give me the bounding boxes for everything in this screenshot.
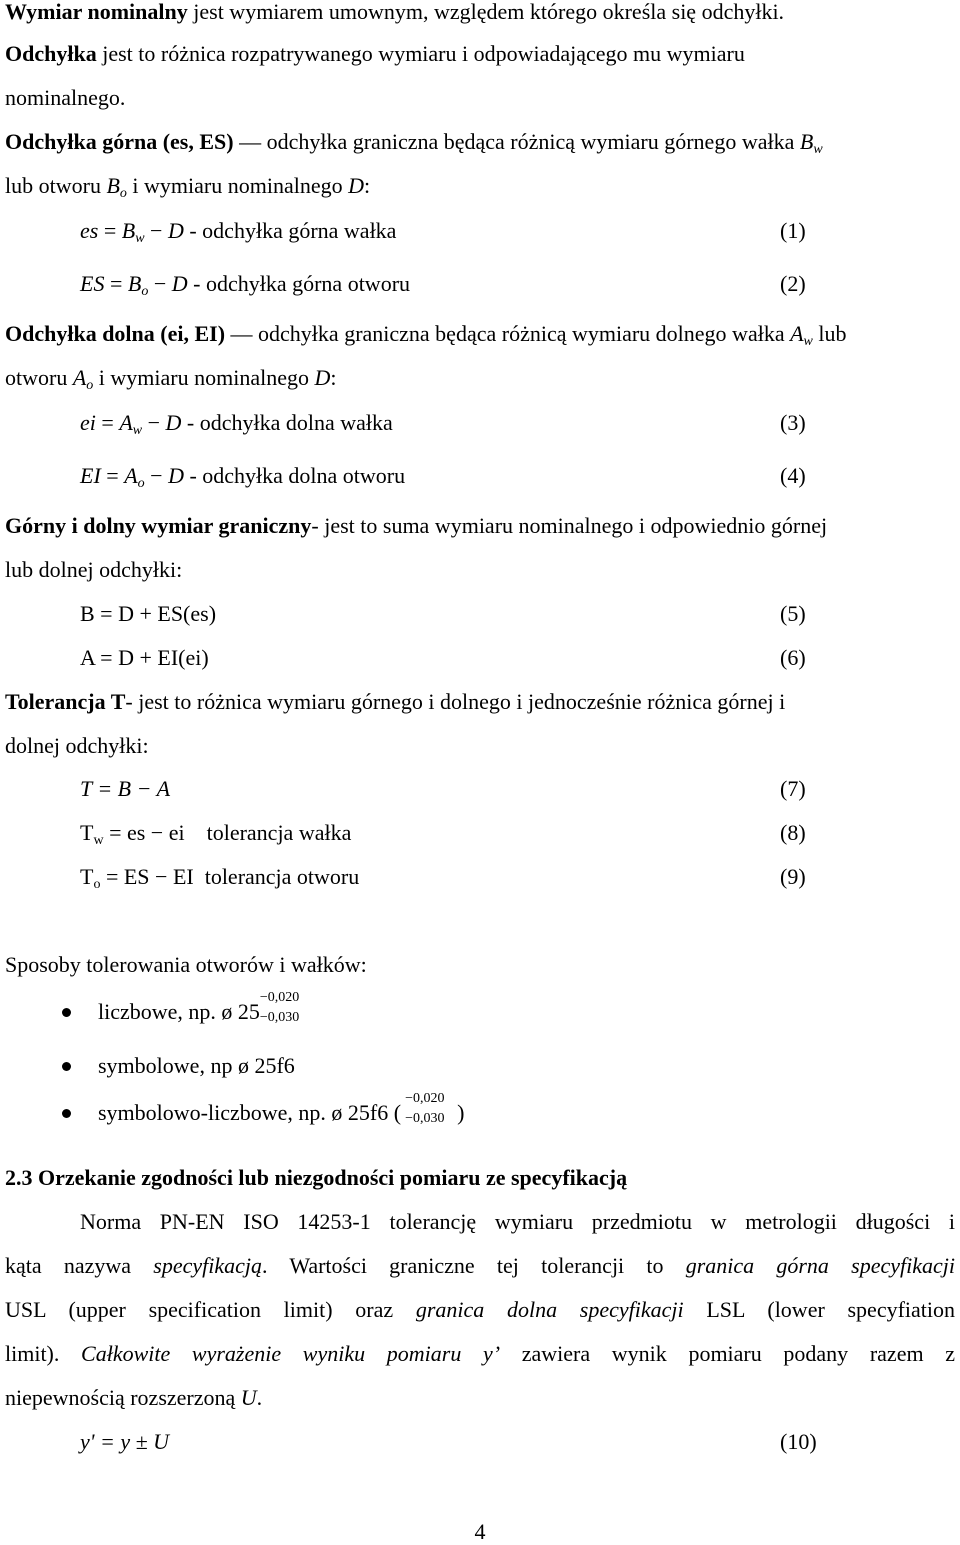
eq-sub: w [135,231,145,246]
emphasis: Całkowite wyrażenie wyniku pomiaru y’ [81,1341,501,1366]
section-paragraph-line-2 [5,1253,955,1279]
equation-1 [80,218,955,244]
emphasis: specyfikacją [153,1253,262,1278]
definition-text: otworu [5,365,73,390]
eq-lhs: ei [80,410,96,435]
equation-number-10: (10) [780,1429,817,1454]
intro-line-1 [5,0,955,25]
equation-number-8: (8) [780,820,806,845]
term-upper-deviation: Odchyłka górna (es, ES) [5,129,234,154]
lower-def-line-2 [5,365,955,391]
definition-text: lub otworu [5,173,107,198]
eq-minus: − [144,218,168,243]
upper-deviation-value: −0,020 [405,1091,445,1106]
emphasis: U [240,1385,257,1410]
definition-text: dolnej odchyłki: [5,733,149,758]
page-number: 4 [474,1519,486,1544]
limits-line-2 [5,557,955,583]
paragraph-text: kąta nazywa [5,1253,154,1278]
subscript: o [119,186,127,201]
term-lower-deviation: Odchyłka dolna (ei, EI) [5,321,226,346]
tolerance-line-2 [5,733,955,759]
eq-sub: o [137,476,145,491]
eq-var: T [80,820,94,845]
subscript: w [803,334,813,349]
eq-desc: = ES − EI tolerancja otworu [100,864,360,889]
eq-rel: = [98,218,122,243]
intro-text: nominalnego. [5,85,126,110]
eq-var: D [167,218,184,243]
eq-lhs: es [80,218,99,243]
method-label: liczbowe, np. ø 25 [98,999,260,1024]
definition-text: — odchyłka graniczna będąca różnicą wymiaru dolnego wałka [225,321,791,346]
subscript: o [86,378,94,393]
equation-number-1: (1) [780,218,806,243]
eq-sub: o [141,284,149,299]
eq-minus: − [142,410,166,435]
equation-10: y' = y ± U [80,1429,170,1454]
eq-rel: = [104,271,128,296]
eq-minus: − [148,271,172,296]
lower-deviation-value: −0,030 [405,1111,445,1126]
methods-heading: Sposoby tolerowania otworów i wałków: [5,952,367,977]
definition-text: : [363,173,371,198]
definition-text: - jest to różnica wymiaru górnego i dolnego i jednocześnie różnica górnej i [125,689,786,714]
eq-minus: − [144,463,169,488]
deviation-stack [259,990,308,1025]
method-item-mixed [98,1091,955,1126]
eq-var: D [171,271,188,296]
equation-9 [80,864,955,890]
eq-desc: = es − ei tolerancja wałka [103,820,352,845]
equation-5: B = D + ES(es) [80,601,217,626]
eq-var: B [121,218,136,243]
variable: A [72,365,87,390]
variable: B [799,129,814,154]
method-item-symbolic [98,1053,955,1079]
eq-var: D [168,463,184,488]
definition-text: : [330,365,337,390]
paragraph-text: . Wartości graniczne tej tolerancji to [262,1253,686,1278]
term-limit-dimension: Górny i dolny wymiar graniczny [5,513,312,538]
paragraph-text: . [256,1385,263,1410]
eq-desc: - odchyłka dolna wałka [181,410,393,435]
equation-number-5: (5) [780,601,806,626]
lower-def-line-1 [5,321,955,347]
emphasis: granica górna specyfikacji [685,1253,955,1278]
section-paragraph-line-4 [5,1341,955,1367]
definition-text: lub [812,321,847,346]
eq-var: T [80,864,94,889]
paragraph-text: LSL (lower specyfiation [683,1297,956,1322]
section-paragraph-line-3 [5,1297,955,1323]
equation-number-6: (6) [780,645,806,670]
definition-text: - jest to suma wymiaru nominalnego i odpowiednio górnej [311,513,828,538]
eq-sub: w [93,833,104,848]
eq-sub: o [93,877,101,892]
equation-3 [80,410,955,436]
variable: D [348,173,364,198]
limits-line-1 [5,513,955,539]
variable: B [106,173,120,198]
equation-number-3: (3) [780,410,806,435]
subscript: w [813,142,823,157]
intro-text: jest to różnica rozpatrywanego wymiaru i odpowiadającego mu wymiaru [96,41,745,66]
intro-text: jest wymiarem umownym, względem którego określa się odchyłki. [187,0,785,24]
eq-desc: - odchyłka dolna otworu [183,463,406,488]
section-paragraph-line-5 [5,1385,955,1411]
paragraph-text: limit). [5,1341,82,1366]
term-nominal-dimension: Wymiar nominalny [5,0,188,24]
upper-def-line-1 [5,129,955,155]
variable: A [790,321,804,346]
emphasis: granica dolna specyfikacji [415,1297,684,1322]
upper-deviation-value: −0,020 [259,990,300,1005]
equation-4 [80,463,955,489]
equation-number-7: (7) [780,776,806,801]
lower-deviation-value: −0,030 [259,1010,300,1025]
eq-desc: - odchyłka górna wałka [183,218,397,243]
method-label-tail: ) [457,1100,465,1125]
tolerance-line-1 [5,689,955,715]
definition-text: i wymiaru nominalnego [93,365,315,390]
paragraph-text: niepewnością rozszerzoną [5,1385,241,1410]
equation-number-4: (4) [780,463,806,488]
term-tolerance: Tolerancja T [5,689,126,714]
method-item-numeric [98,990,955,1025]
eq-var: D [165,410,182,435]
bullet-icon [62,1008,71,1017]
method-label: symbolowo-liczbowe, np. ø 25f6 ( [98,1100,402,1125]
upper-def-line-2 [5,173,955,199]
section-paragraph-line-1: Norma PN-EN ISO 14253-1 tolerancję wymiaru przedmiotu w metrologii długości i [80,1209,955,1234]
equation-6: A = D + EI(ei) [80,645,209,670]
paragraph-text: zawiera wynik pomiaru podany razem z [500,1341,955,1366]
definition-text: — odchyłka graniczna będąca różnicą wymiaru górnego wałka [233,129,800,154]
eq-var: A [119,410,133,435]
eq-rel: = [100,463,125,488]
equation-8 [80,820,955,846]
equation-number-9: (9) [780,864,806,889]
bullet-icon [62,1062,71,1071]
paragraph-text: USL (upper specification limit) oraz [5,1297,416,1322]
equation-7: T = B − A [80,776,171,801]
eq-var: B [127,271,142,296]
intro-line-3 [5,85,955,111]
equation-number-2: (2) [780,271,806,296]
bullet-icon [62,1109,71,1118]
term-deviation: Odchyłka [5,41,97,66]
section-heading: 2.3 Orzekanie zgodności lub niezgodności pomiaru ze specyfikacją [5,1165,628,1190]
eq-lhs: ES [80,271,105,296]
definition-text: i wymiaru nominalnego [126,173,349,198]
eq-var: A [124,463,138,488]
definition-text: lub dolnej odchyłki: [5,557,183,582]
eq-rel: = [95,410,120,435]
eq-desc: - odchyłka górna otworu [187,271,411,296]
intro-line-2 [5,41,955,67]
variable: D [314,365,331,390]
deviation-stack [401,1091,457,1126]
method-label: symbolowe, np ø 25f6 [98,1053,295,1078]
eq-sub: w [132,423,143,438]
eq-lhs: EI [80,463,101,488]
equation-2 [80,271,955,297]
